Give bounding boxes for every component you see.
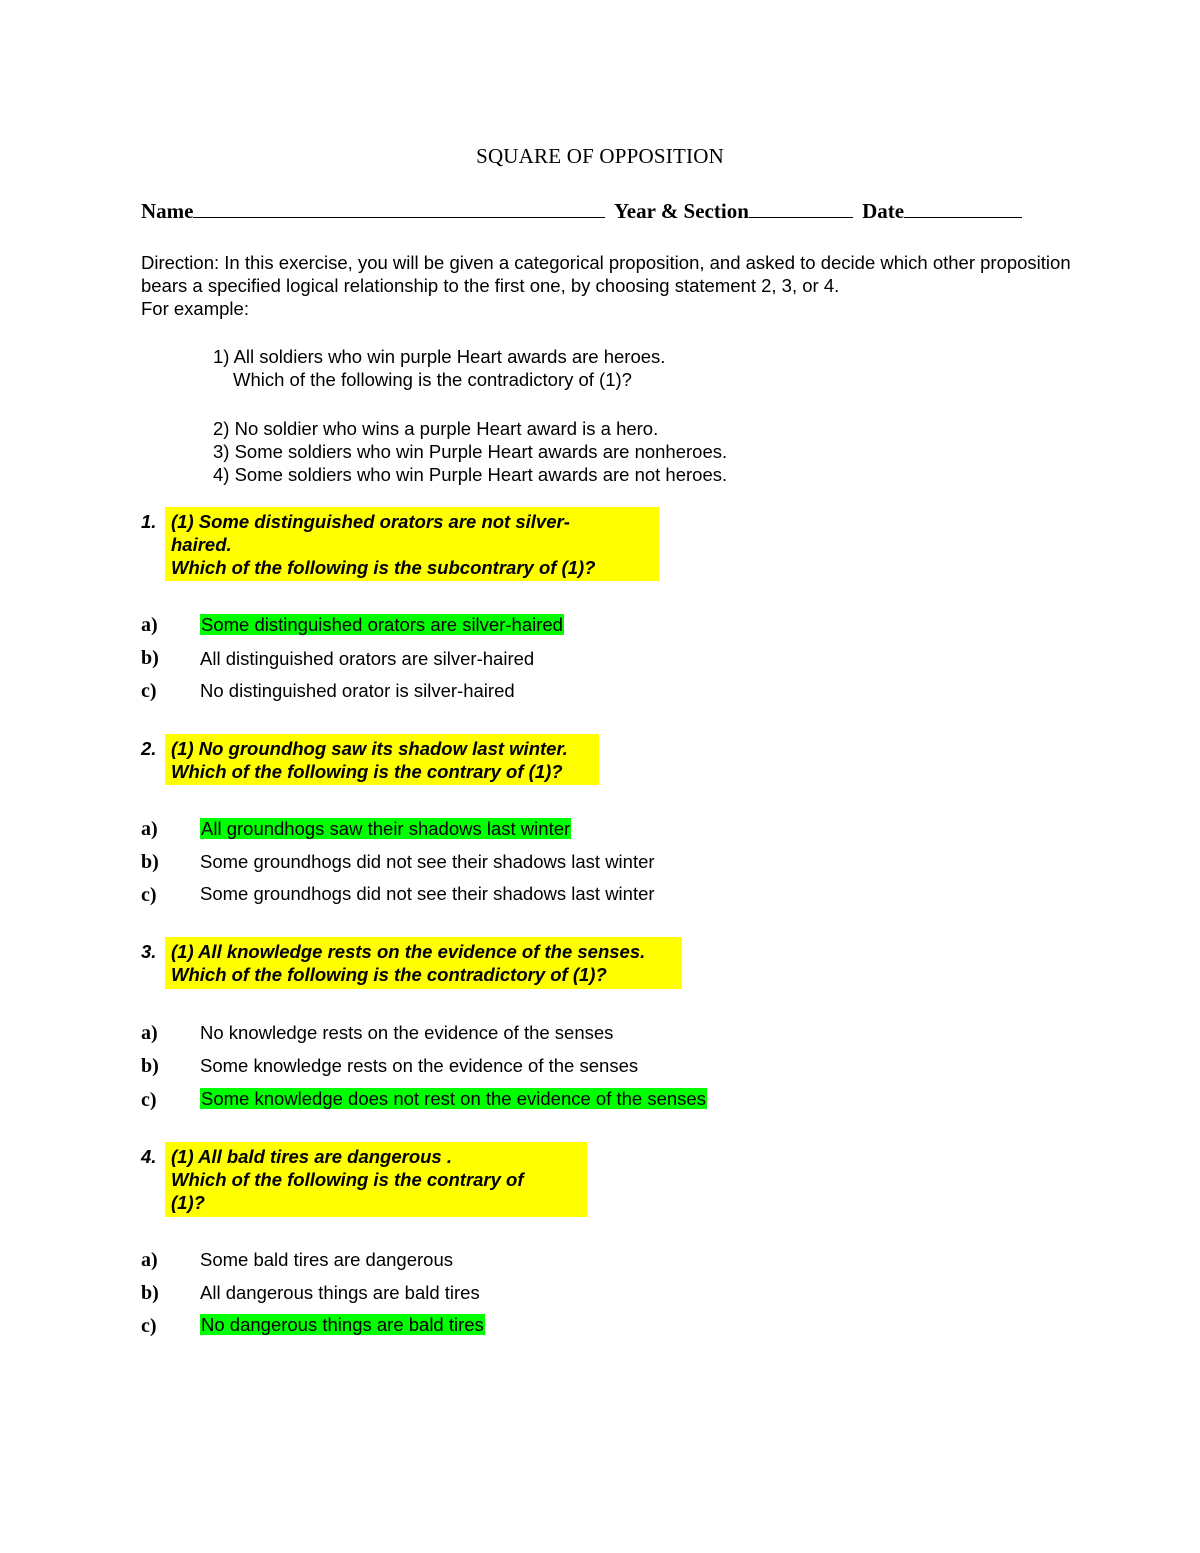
year-section-label: Year & Section: [613, 199, 749, 223]
question-1-prompt: [165, 507, 659, 581]
option-text[interactable]: All distinguished orators are silver-haired: [200, 648, 535, 669]
for-example-label: For example:: [141, 298, 249, 319]
correct-answer-highlight: All groundhogs saw their shadows last winter: [201, 818, 571, 839]
option-text[interactable]: Some bald tires are dangerous: [200, 1249, 453, 1270]
header-fields: [141, 197, 1061, 224]
option-text[interactable]: Some knowledge rests on the evidence of the senses: [200, 1055, 639, 1076]
correct-answer-highlight: No dangerous things are bald tires: [201, 1314, 484, 1335]
option-letter: a): [141, 1249, 158, 1271]
question-line: haired.: [171, 534, 232, 555]
option-text[interactable]: [200, 1087, 707, 1110]
question-line: (1) All bald tires are dangerous .: [171, 1146, 452, 1167]
question-line: Which of the following is the contrary of: [171, 1169, 524, 1190]
option-letter: b): [141, 647, 159, 669]
question-number: 3.: [141, 941, 157, 962]
question-line: (1) Some distinguished orators are not silver-: [171, 511, 570, 532]
directions: [141, 251, 1071, 320]
option-letter: b): [141, 1282, 159, 1304]
example-line-2: Which of the following is the contradictory of (1)?: [233, 369, 632, 390]
question-line: (1) All knowledge rests on the evidence of the senses.: [171, 941, 646, 962]
option-letter: c): [141, 680, 157, 702]
question-3-prompt: [165, 937, 682, 989]
question-line: (1) No groundhog saw its shadow last winter.: [171, 738, 568, 759]
question-line: Which of the following is the subcontrary of (1)?: [171, 557, 596, 578]
option-text[interactable]: Some groundhogs did not see their shadows last winter: [200, 883, 655, 904]
question-2-prompt: [165, 734, 599, 785]
question-line: Which of the following is the contrary of (1)?: [171, 761, 563, 782]
year-section-field[interactable]: [749, 197, 853, 218]
example-line-4: 3) Some soldiers who win Purple Heart awards are nonheroes.: [213, 441, 728, 462]
question-line: Which of the following is the contradictory of (1)?: [171, 964, 607, 985]
option-letter: c): [141, 1089, 157, 1111]
date-label: Date: [862, 199, 905, 223]
question-4-prompt: [165, 1142, 587, 1217]
option-letter: b): [141, 1055, 159, 1077]
option-text[interactable]: All dangerous things are bald tires: [200, 1282, 480, 1303]
option-letter: a): [141, 1022, 158, 1044]
date-field[interactable]: [904, 197, 1022, 218]
question-line: (1)?: [171, 1192, 205, 1213]
page-title: SQUARE OF OPPOSITION: [476, 144, 724, 168]
question-number: 4.: [141, 1146, 157, 1167]
option-letter: a): [141, 818, 158, 840]
direction-text: Direction: In this exercise, you will be given a categorical proposition, and asked to decide which other proposition bears a specified logical relationship to the first one, by choosing statement 2, 3, or 4.: [141, 252, 1071, 296]
correct-answer-highlight: Some distinguished orators are silver-haired: [201, 614, 563, 635]
option-text[interactable]: [200, 817, 571, 840]
option-text[interactable]: No knowledge rests on the evidence of the senses: [200, 1022, 614, 1043]
question-number: 1.: [141, 511, 157, 532]
correct-answer-highlight: Some knowledge does not rest on the evidence of the senses: [201, 1088, 706, 1109]
example-line-1: 1) All soldiers who win purple Heart awards are heroes.: [213, 346, 666, 367]
example-block: [213, 345, 727, 486]
question-number: 2.: [141, 738, 157, 759]
option-text[interactable]: No distinguished orator is silver-haired: [200, 680, 515, 701]
example-line-3: 2) No soldier who wins a purple Heart award is a hero.: [213, 418, 659, 439]
example-line-5: 4) Some soldiers who win Purple Heart awards are not heroes.: [213, 464, 728, 485]
option-letter: a): [141, 614, 158, 636]
option-text[interactable]: [200, 1313, 485, 1336]
option-text[interactable]: Some groundhogs did not see their shadows last winter: [200, 851, 655, 872]
name-field[interactable]: [193, 197, 605, 218]
option-letter: c): [141, 1315, 157, 1337]
option-letter: c): [141, 884, 157, 906]
option-text[interactable]: [200, 613, 564, 636]
name-label: Name: [141, 199, 194, 223]
option-letter: b): [141, 851, 159, 873]
